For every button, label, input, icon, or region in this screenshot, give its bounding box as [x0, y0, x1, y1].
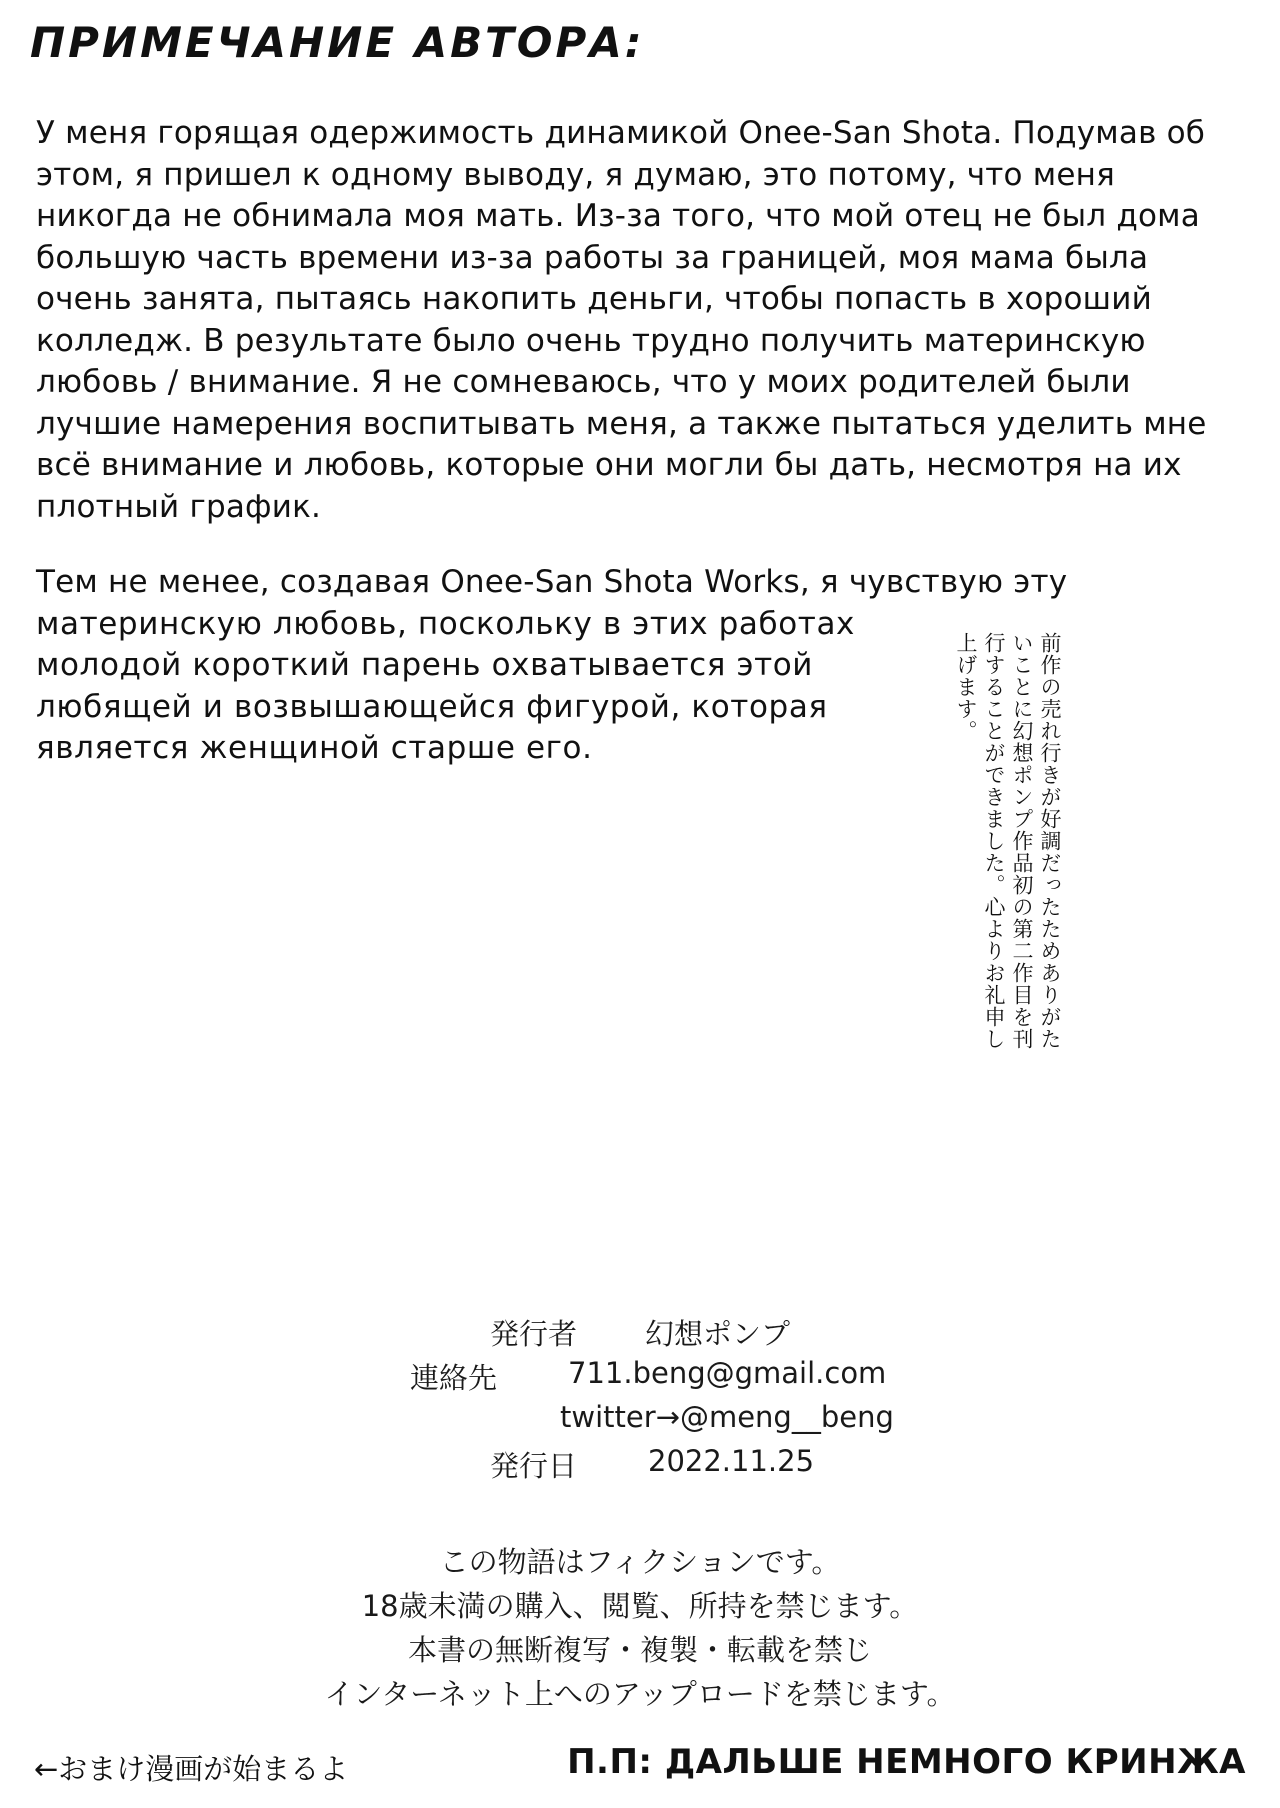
notice-line: 18歳未満の購入、閲覧、所持を禁じます。 [361, 1589, 919, 1623]
publisher-value: 幻想ポンプ [645, 1317, 791, 1351]
contact-label: 連絡先 [410, 1361, 498, 1395]
author-note-paragraph-1: У меня горящая одержимость динамикой Onee-San Shota. Подумав об этом, я пришел к одному выводу, я думаю, это потому, что меня никогда не обнимала моя мать. Из-за того, что мой отец не был дома большую часть времени из-за работы за границей, моя мама была очень занята, пытаясь накопить деньги, чтобы попасть в хороший колледж. В результате было очень трудно получить материнскую любовь / внимание. Я не сомневаюсь, что у моих родителей были лучшие намерения воспитывать меня, а также пытаться уделить мне всё внимание и любовь, которые они могли бы дать, несмотря на их плотный график. [36, 115, 1207, 525]
contact-email: 711.beng@gmail.com [568, 1356, 887, 1390]
legal-notice [0, 1540, 1280, 1716]
author-note-heading: ПРИМЕЧАНИЕ АВТОРА: [30, 18, 645, 67]
notice-line: この物語はフィクションです。 [439, 1545, 841, 1579]
notice-line: 本書の無断複写・複製・転載を禁じ [407, 1633, 872, 1667]
contact-twitter: twitter→@meng__beng [560, 1400, 894, 1434]
bonus-manga-note: ←おまけ漫画が始まるよ [34, 1752, 349, 1786]
date-label: 発行日 [490, 1449, 578, 1483]
paragraph-2-line: Тем не менее, создавая Onee-San Shota Works, я чувствую эту [36, 564, 1068, 600]
paragraph-2-line: материнскую любовь, поскольку в этих работах [36, 605, 855, 642]
date-value: 2022.11.25 [648, 1444, 815, 1478]
publisher-label: 発行者 [490, 1317, 578, 1351]
notice-line: インターネット上へのアップロードを禁じます。 [324, 1677, 956, 1711]
paragraph-2-line: является женщиной старше его. [36, 730, 593, 766]
japanese-vertical-note: 前作の売れ行きが好調だったためありがたいことに幻想ポンプ作品初の第二作目を刊行することができました。心よりお礼申し上げます。 [954, 632, 1062, 1050]
paragraph-2-line: молодой короткий парень охватывается этой [36, 647, 814, 683]
paragraph-2-line: любящей и возвышающейся фигурой, которая [36, 688, 828, 725]
translator-note: П.П: ДАЛЬШЕ НЕМНОГО КРИНЖА [567, 1742, 1246, 1782]
